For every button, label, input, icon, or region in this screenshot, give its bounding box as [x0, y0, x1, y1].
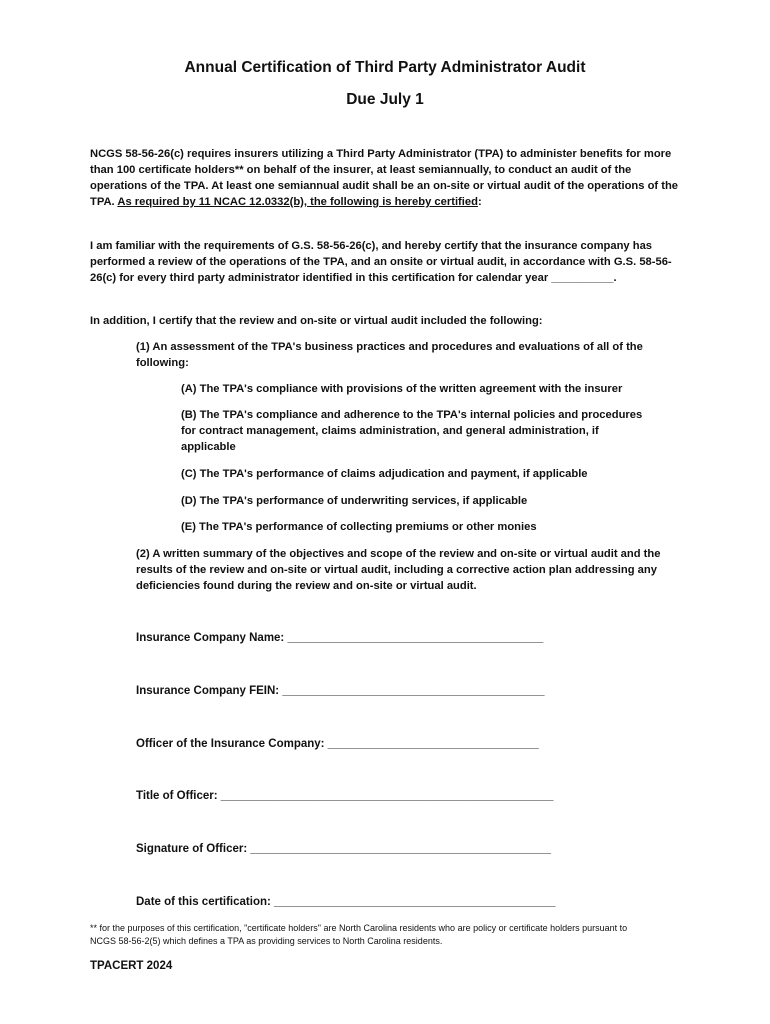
intro-paragraph	[90, 146, 682, 210]
document-title: Annual Certification of Third Party Administrator Audit	[184, 59, 586, 76]
sub-item-e: (E) The TPA's performance of collecting premiums or other monies	[181, 521, 537, 533]
date-of-certification-field[interactable]: Date of this certification: ____________________________________________	[136, 896, 556, 908]
insurance-company-name-field[interactable]: Insurance Company Name: ________________________________________	[136, 632, 544, 644]
title-of-officer-field[interactable]: Title of Officer: ____________________________________________________	[136, 790, 554, 802]
sub-item-d: (D) The TPA's performance of underwriting services, if applicable	[181, 495, 528, 507]
due-date: Due July 1	[346, 91, 424, 108]
intro-colon: :	[477, 196, 482, 208]
footnote: ** for the purposes of this certification, "certificate holders" are North Carolina residents who are policy or certificate holders pursuant to NCGS 58-56-2(5) which defines a TPA as providing services to North Carolina residents.	[90, 923, 628, 946]
sub-item-a: (A) The TPA's compliance with provisions of the written agreement with the insurer	[181, 383, 623, 395]
sub-item-b: (B) The TPA's compliance and adherence to the TPA's internal policies and procedures for contract management, claims administration, and general administration, if applicable	[181, 409, 643, 453]
item-1: (1) An assessment of the TPA's business practices and procedures and evaluations of all of the following:	[136, 341, 643, 369]
addition-paragraph: In addition, I certify that the review and on-site or virtual audit included the following:	[90, 315, 543, 327]
certified-statement: As required by 11 NCAC 12.0332(b), the following is hereby certified	[117, 196, 478, 208]
officer-field[interactable]: Officer of the Insurance Company: _________________________________	[136, 738, 539, 750]
form-id: TPACERT 2024	[90, 960, 173, 972]
insurance-company-fein-field[interactable]: Insurance Company FEIN: _________________________________________	[136, 685, 545, 697]
item-2: (2) A written summary of the objectives and scope of the review and on-site or virtual audit and the results of the review and on-site or virtual audit, including a corrective action plan addressing any deficiencies found during the review and on-site or virtual audit.	[136, 548, 661, 592]
signature-of-officer-field[interactable]: Signature of Officer: _______________________________________________	[136, 843, 551, 855]
intro-text: NCGS 58-56-26(c) requires insurers utilizing a Third Party Administrator (TPA) to administer benefits for more than 100 certificate holders** on behalf of the insurer, at least semiannually, to conduct an audit of the operations of the TPA. At least one semiannual audit shall be an on-site or virtual audit of the operations of the TPA.	[90, 148, 679, 208]
sub-item-c: (C) The TPA's performance of claims adjudication and payment, if applicable	[181, 468, 588, 480]
certify-paragraph: I am familiar with the requirements of G.S. 58-56-26(c), and hereby certify that the insurance company has performed a review of the operations of the TPA, and an onsite or virtual audit, in accordance with G.S. 58-56-26(c) for every third party administrator identified in this certification for calendar year __________.	[90, 240, 672, 284]
